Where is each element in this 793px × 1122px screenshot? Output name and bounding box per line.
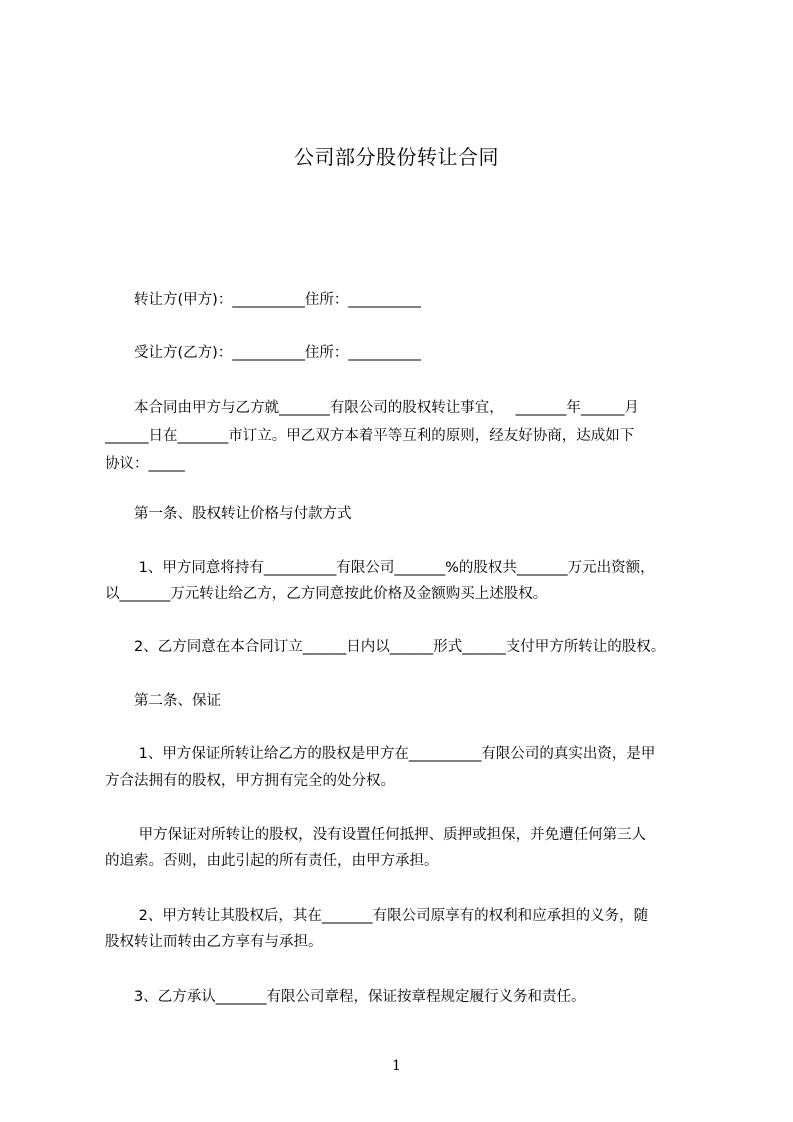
clause-2-1-line-1: 1、甲方保证所转让给乙方的股权是甲方在__________有限公司的真实出资，是甲	[105, 746, 656, 762]
page-title: 公司部分股份转让合同	[294, 145, 499, 169]
clause-2-guarantee-line-1: 甲方保证对所转让的股权，没有设置任何抵押、质押或担保，并免遭任何第三人	[105, 827, 647, 843]
party-b-line: 受让方(乙方)：__________住所：__________	[105, 345, 421, 361]
preamble-line-2: ______日在_______市订立。甲乙双方本着平等互利的原则，经友好协商，达成如下	[105, 428, 635, 444]
clause-2-1-line-2: 方合法拥有的股权，甲方拥有完全的处分权。	[105, 773, 395, 789]
clause-1-1-line-2: 以_______万元转让给乙方，乙方同意按此价格及金额购买上述股权。	[105, 586, 548, 602]
clause-1-1-line-1: 1、甲方同意将持有__________有限公司_______%的股权共_______万元出资额，	[105, 560, 655, 576]
clause-1-2-line: 2、乙方同意在本合同订立______日内以______形式______支付甲方所转让的股权。	[105, 639, 666, 655]
clause-2-2-line-2: 股权转让而转由乙方享有与承担。	[105, 934, 323, 950]
party-a-line: 转让方(甲方)：__________住所：__________	[105, 292, 421, 308]
preamble-line-1: 本合同由甲方与乙方就_______有限公司的股权转让事宜， _______年______月	[105, 400, 639, 416]
clause-2-guarantee-line-2: 的追索。否则，由此引起的所有责任，由甲方承担。	[105, 853, 439, 869]
preamble-line-3: 协议：_____	[105, 456, 185, 472]
article-2-heading: 第二条、保证	[105, 693, 221, 709]
clause-2-3-line: 3、乙方承认_______有限公司章程，保证按章程规定履行义务和责任。	[105, 989, 586, 1005]
clause-2-2-line-1: 2、甲方转让其股权后，其在_______有限公司原享有的权利和应承担的义务，随	[105, 908, 649, 924]
page-number: 1	[392, 1058, 401, 1074]
article-1-heading: 第一条、股权转让价格与付款方式	[105, 506, 352, 522]
